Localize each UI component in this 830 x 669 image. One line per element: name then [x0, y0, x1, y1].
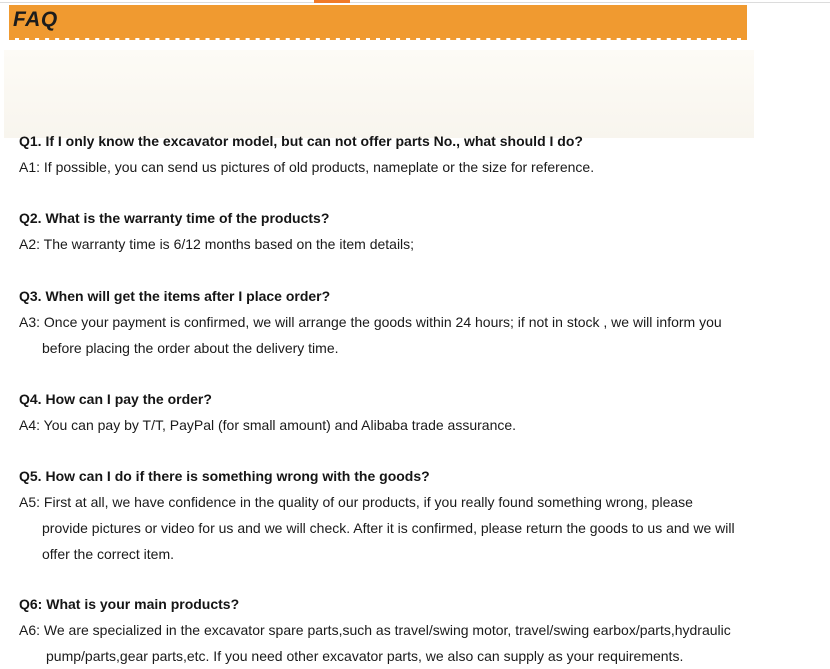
faq-item-6: [19, 594, 749, 669]
faq-item-2: [19, 208, 749, 257]
faq-answer-line: A5: First at all, we have confidence in the quality of our products, if you really found something wrong, please: [19, 494, 693, 510]
faq-answer-line: provide pictures or video for us and we will check. After it is confirmed, please return the goods to us and we will: [42, 520, 735, 536]
top-tab-marker: [314, 0, 350, 3]
faq-answer: [19, 309, 749, 361]
page-title: FAQ: [13, 8, 58, 31]
faq-item-1: [19, 131, 749, 180]
faq-question: Q2. What is the warranty time of the products?: [19, 210, 330, 226]
faq-item-4: [19, 389, 749, 438]
faq-item-3: [19, 286, 749, 361]
faq-answer: [19, 489, 749, 567]
top-divider: [0, 2, 830, 3]
faq-question: Q4. How can I pay the order?: [19, 391, 212, 407]
faded-banner-area: [4, 50, 754, 138]
faq-question: Q3. When will get the items after I place order?: [19, 288, 331, 304]
faq-answer-line: A2: The warranty time is 6/12 months based on the item details;: [19, 236, 415, 252]
faq-answer-line: A1: If possible, you can send us pictures of old products, nameplate or the size for reference.: [19, 159, 595, 175]
faq-answer: [19, 617, 749, 669]
faq-header-bar: [9, 5, 747, 38]
faq-answer-line: pump/parts,gear parts,etc. If you need other excavator parts, we also can supply as your requirements.: [46, 648, 684, 664]
faq-answer-line: offer the correct item.: [42, 546, 175, 562]
header-dashed-divider: [9, 38, 747, 40]
faq-answer: [19, 154, 749, 180]
faq-answer: [19, 412, 749, 438]
faq-question: Q5. How can I do if there is something wrong with the goods?: [19, 468, 430, 484]
faq-answer-line: before placing the order about the delivery time.: [42, 340, 339, 356]
faq-answer-line: A4: You can pay by T/T, PayPal (for small amount) and Alibaba trade assurance.: [19, 417, 517, 433]
faq-item-5: [19, 466, 749, 567]
faq-answer-line: A6: We are specialized in the excavator spare parts,such as travel/swing motor, travel/swing earbox/parts,hydraulic: [19, 622, 731, 638]
faq-answer-line: A3: Once your payment is confirmed, we will arrange the goods within 24 hours; if not in stock , we will inform you: [19, 314, 722, 330]
faq-answer: [19, 231, 749, 257]
faq-question: Q6: What is your main products?: [19, 596, 240, 612]
faq-question: Q1. If I only know the excavator model, but can not offer parts No., what should I do?: [19, 133, 583, 149]
